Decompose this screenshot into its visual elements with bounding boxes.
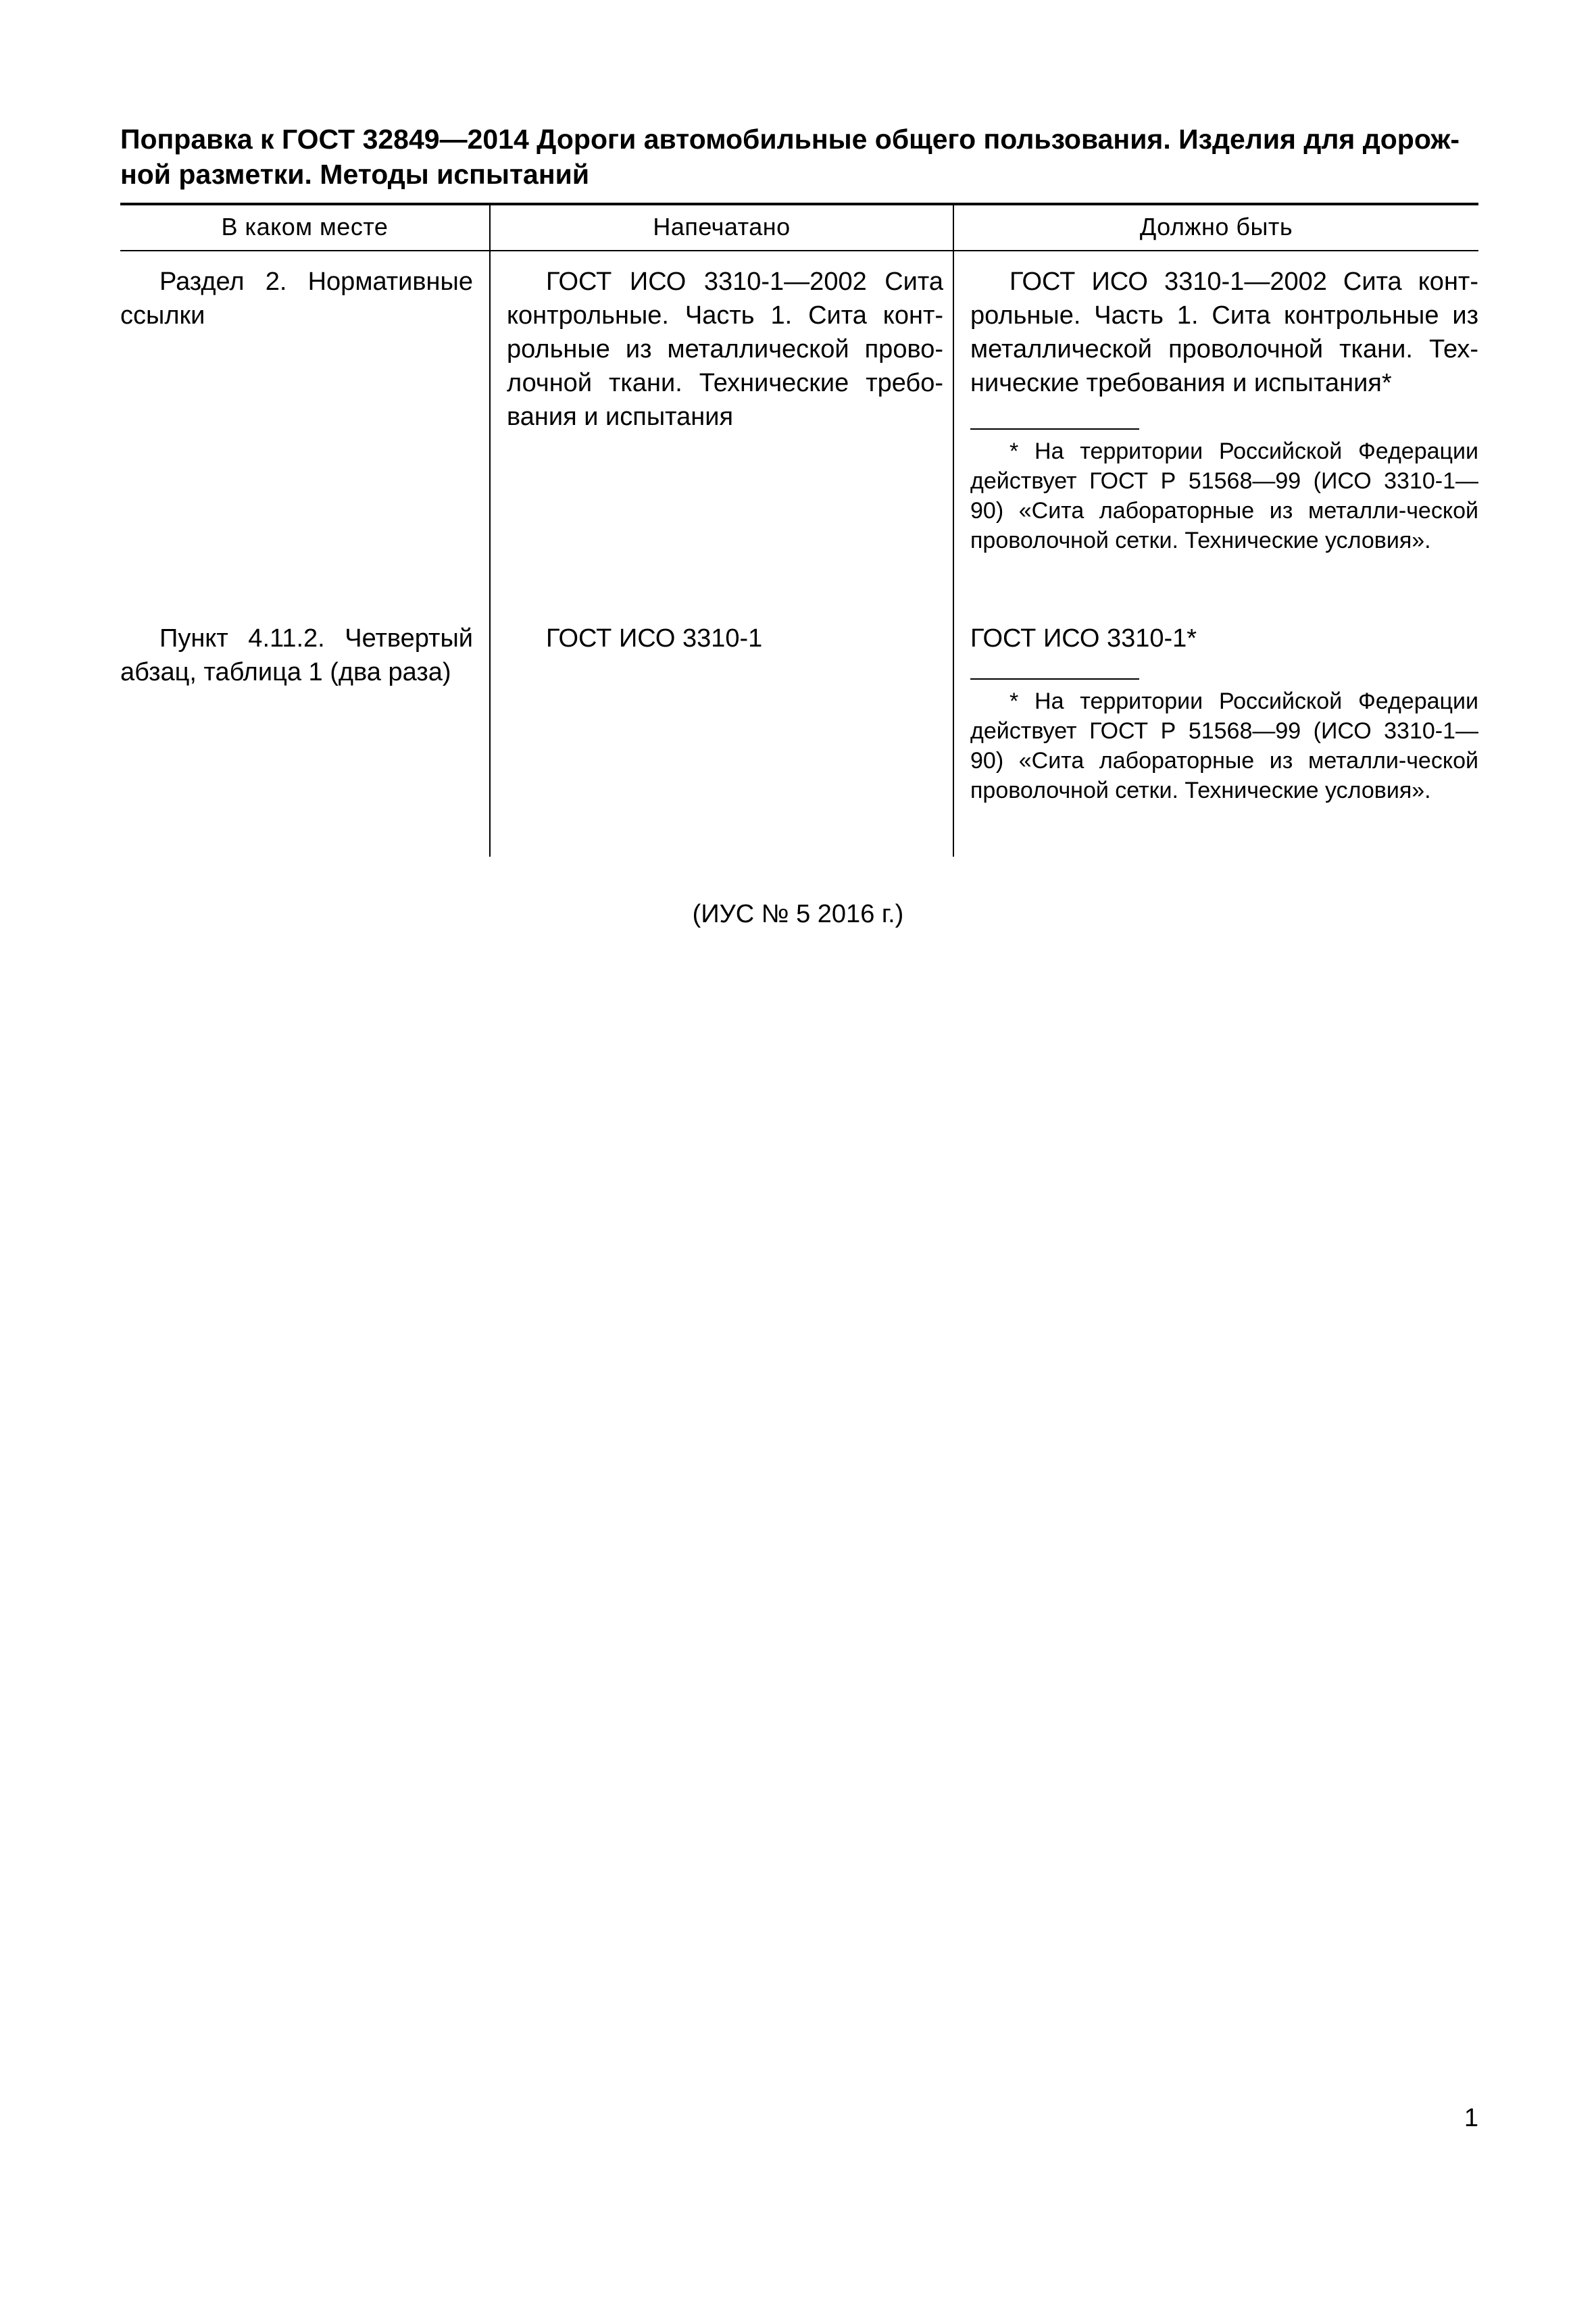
row1-place: Раздел 2. Нормативные ссылки — [120, 268, 473, 330]
row2-place: Пункт 4.11.2. Четвертый абзац, таблица 1 (два раза) — [120, 624, 473, 686]
header-printed: Напечатано — [653, 213, 791, 241]
row1-footnote: * На территории Российской Федерации действует ГОСТ Р 51568—99 (ИСО 3310-1—90) «Сита лабораторные из металли-ческой проволочной сетки. Технические условия». — [970, 438, 1478, 553]
page-number: 1 — [1464, 2104, 1478, 2132]
ius-note: (ИУС № 5 2016 г.) — [692, 900, 904, 928]
row2-should-be: ГОСТ ИСО 3310-1* — [970, 624, 1197, 653]
header-should-be: Должно быть — [1139, 213, 1293, 241]
table-header-rule — [120, 250, 1478, 251]
row2-printed: ГОСТ ИСО 3310-1 — [546, 624, 763, 653]
row1-printed: ГОСТ ИСО 3310-1—2002 Сита контрольные. Часть 1. Сита конт-рольные из металлической прово-лочной ткани. Технические требо-вания и испытания — [507, 268, 943, 431]
row2-footnote-rule — [970, 678, 1139, 680]
header-place: В каком месте — [221, 213, 389, 241]
column-divider-1 — [489, 204, 491, 857]
column-divider-2 — [953, 204, 954, 857]
row1-should-be: ГОСТ ИСО 3310-1—2002 Сита конт-рольные. Часть 1. Сита контрольные из металлической проволочной ткани. Тех-нические требования и испытания* — [970, 268, 1478, 397]
row2-footnote: * На территории Российской Федерации действует ГОСТ Р 51568—99 (ИСО 3310-1—90) «Сита лабораторные из металли-ческой проволочной сетки. Технические условия». — [970, 688, 1478, 803]
row1-footnote-rule — [970, 428, 1139, 430]
document-title: Поправка к ГОСТ 32849—2014 Дороги автомобильные общего пользования. Изделия для дорож-ной разметки. Методы испытаний — [120, 124, 1460, 190]
table-top-rule — [120, 203, 1478, 205]
